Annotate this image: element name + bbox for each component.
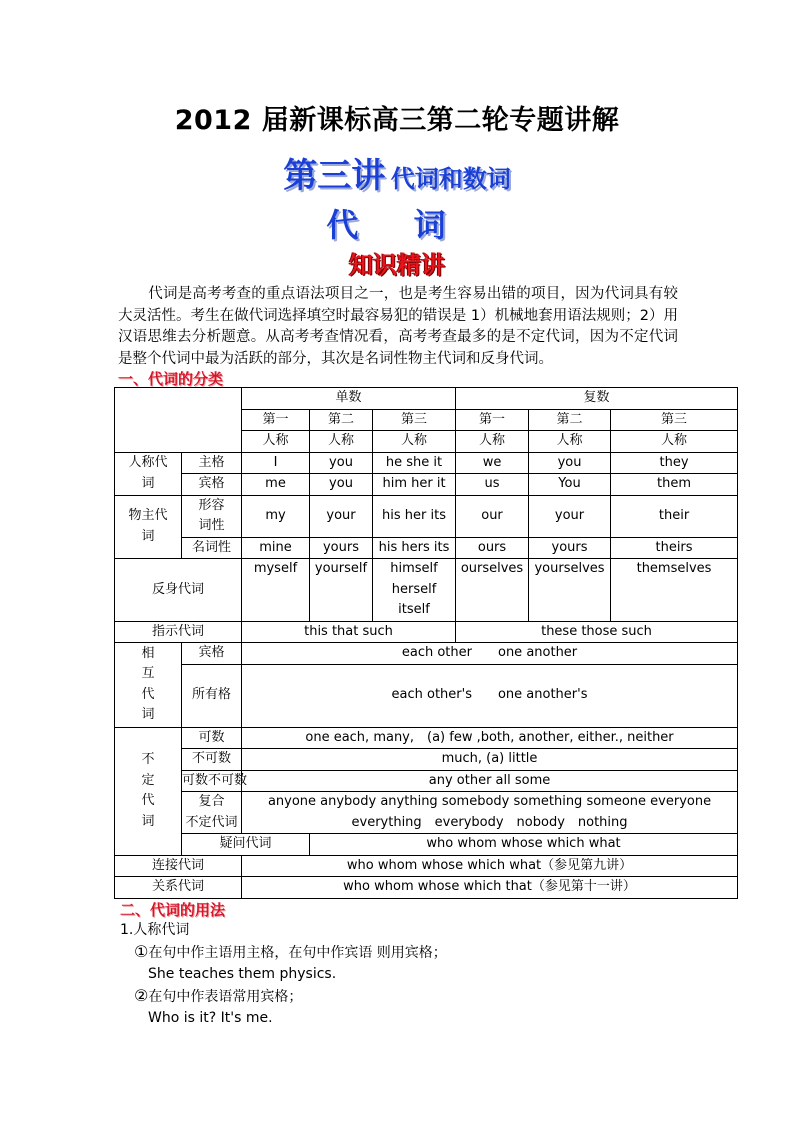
table-cell: their: [611, 495, 738, 537]
table-cell: our: [456, 495, 529, 537]
header-person1: 第一: [456, 409, 529, 431]
row-label-reciprocal: [115, 643, 182, 728]
label-line: 定: [141, 772, 155, 788]
table-cell: you: [529, 452, 611, 474]
table-row: [115, 474, 738, 496]
label-line: 形容: [198, 497, 225, 513]
table-cell: [242, 792, 738, 834]
table-row: [115, 452, 738, 474]
label-line: 代: [141, 686, 155, 702]
table-cell: myself: [242, 559, 310, 622]
row-label-object: 宾格: [182, 474, 242, 496]
table-cell: who whom whose which that（参见第十一讲）: [242, 877, 738, 899]
table-cell: theirs: [611, 537, 738, 559]
table-cell: your: [310, 495, 373, 537]
table-cell: us: [456, 474, 529, 496]
table-cell: each other one another: [242, 643, 738, 665]
header-person: 人称: [529, 431, 611, 453]
row-label-demonstrative: 指示代词: [115, 621, 242, 643]
number-marker: ②: [134, 986, 149, 1005]
lecture-subtitle: [0, 148, 794, 197]
label-line: 互: [141, 666, 155, 682]
row-label-compound: [182, 792, 242, 834]
row-label-possessive-case: 所有格: [182, 664, 242, 727]
table-cell: [373, 559, 456, 622]
row-label-indefinite: [115, 727, 182, 855]
label-line: 相: [141, 645, 155, 661]
row-label-relative: 关系代词: [115, 877, 242, 899]
table-row: [115, 664, 738, 727]
cell-line: itself: [398, 602, 430, 617]
table-row: [115, 495, 738, 537]
table-cell: ourselves: [456, 559, 529, 622]
label-line: 不定代词: [185, 814, 238, 830]
table-cell: themselves: [611, 559, 738, 622]
table-cell: much, (a) little: [242, 749, 738, 771]
table-cell: You: [529, 474, 611, 496]
rule-text: 在句中作主语用主格，在句中作宾语 则用宾格；: [148, 945, 447, 961]
row-label-conjunctive: 连接代词: [115, 855, 242, 877]
label-line: 词性: [198, 518, 225, 533]
table-row: [115, 834, 738, 856]
heading-usage: 二、代词的用法: [120, 901, 226, 919]
table-cell: they: [611, 452, 738, 474]
lecture-number: 第三讲: [283, 156, 386, 196]
table-cell: he she it: [373, 452, 456, 474]
row-label-noun: 名词性: [182, 537, 242, 559]
table-row: [115, 792, 738, 834]
header-person: 人称: [242, 431, 310, 453]
table-cell: my: [242, 495, 310, 537]
cell-line: anyone anybody anything somebody something someone everyone: [267, 794, 712, 809]
row-label-countable: 可数: [182, 727, 242, 749]
table-row: [115, 770, 738, 792]
table-cell: who whom whose which what: [310, 834, 738, 856]
table-cell: yours: [529, 537, 611, 559]
table-row: [115, 559, 738, 622]
table-cell: his her its: [373, 495, 456, 537]
row-label-adjective: [182, 495, 242, 537]
header-person: 人称: [373, 431, 456, 453]
header-person: 人称: [310, 431, 373, 453]
table-cell: mine: [242, 537, 310, 559]
row-label-personal: [115, 452, 182, 495]
table-cell: him her it: [373, 474, 456, 496]
cell-line: herself: [391, 581, 437, 597]
table-cell: yourselves: [529, 559, 611, 622]
row-label-possessive: [115, 495, 182, 559]
usage-section: [120, 920, 447, 1029]
header-person2: 第二: [310, 409, 373, 431]
lecture-topic: 代词和数词: [390, 165, 511, 193]
table-row: [115, 537, 738, 559]
header-person3: 第三: [611, 409, 738, 431]
rule-text: 在句中作表语常用宾格；: [148, 989, 303, 1005]
row-label-object: 宾格: [182, 643, 242, 665]
table-cell: me: [242, 474, 310, 496]
usage-rule: [120, 941, 447, 964]
table-cell: yourself: [310, 559, 373, 622]
label-line: 人称代: [128, 455, 168, 470]
table-cell: you: [310, 452, 373, 474]
usage-item-title: 1.人称代词: [120, 922, 190, 938]
table-row: [115, 749, 738, 771]
label-line: 物主代: [128, 508, 168, 524]
usage-example: She teaches them physics.: [148, 966, 337, 982]
row-label-interrogative: 疑问代词: [182, 834, 310, 856]
table-cell: you: [310, 474, 373, 496]
label-line: 词: [141, 813, 155, 829]
row-label-both: 可数不可数: [182, 770, 242, 792]
table-cell: any other all some: [242, 770, 738, 792]
document-title: 2012 届新课标高三第二轮专题讲解: [174, 105, 620, 136]
header-person3: 第三: [373, 409, 456, 431]
table-cell: ours: [456, 537, 529, 559]
table-cell: one each, many, (a) few ,both, another, either., neither: [242, 727, 738, 749]
table-cell: this that such: [242, 621, 456, 643]
table-cell: them: [611, 474, 738, 496]
header-singular: 单数: [242, 388, 456, 410]
label-line: 不: [141, 752, 155, 767]
table-cell: I: [242, 452, 310, 474]
label-line: 复合: [198, 794, 225, 809]
table-row: [115, 727, 738, 749]
table-row: [115, 621, 738, 643]
cell-line: himself: [390, 561, 438, 576]
table-cell: these those such: [456, 621, 738, 643]
usage-example: Who is it? It's me.: [148, 1010, 273, 1026]
header-person2: 第二: [529, 409, 611, 431]
section-title: 代 词: [326, 206, 468, 244]
header-person: 人称: [611, 431, 738, 453]
pronoun-classification-table: [114, 387, 738, 899]
label-line: 词: [141, 528, 155, 544]
row-label-subject: 主格: [182, 452, 242, 474]
header-person: 人称: [456, 431, 529, 453]
table-row: [115, 388, 738, 410]
table-row: [115, 643, 738, 665]
label-line: 词: [141, 707, 155, 723]
table-cell: your: [529, 495, 611, 537]
table-row: [115, 855, 738, 877]
intro-paragraph: [118, 284, 678, 370]
table-cell: each other's one another's: [242, 664, 738, 727]
table-cell: his hers its: [373, 537, 456, 559]
header-person1: 第一: [242, 409, 310, 431]
cell-line: everything everybody nobody nothing: [351, 814, 628, 830]
number-marker: ①: [134, 942, 149, 961]
header-plural: 复数: [456, 388, 738, 410]
usage-rule: [120, 985, 447, 1008]
table-cell: who whom whose which what（参见第九讲）: [242, 855, 738, 877]
label-line: 代: [141, 793, 155, 808]
table-cell: we: [456, 452, 529, 474]
knowledge-banner: 知识精讲: [349, 251, 445, 279]
table-row: [115, 877, 738, 899]
corner-cell: [115, 388, 242, 453]
table-cell: yours: [310, 537, 373, 559]
row-label-uncountable: 不可数: [182, 749, 242, 771]
intro-text: 代词是高考考查的重点语法项目之一，也是考生容易出错的项目，因为代词具有较大灵活性。考生在做代词选择填空时最容易犯的错误是 1）机械地套用语法规则；2）用汉语思维去分析题意。从高考考查情况看，高考考查最多的是不定代词，因为不定代词是整个代词中最为活跃的部分，其次是名词性物主代词和反身代词。: [118, 286, 678, 367]
label-line: 词: [141, 475, 155, 491]
heading-classification: 一、代词的分类: [118, 370, 224, 388]
row-label-reflexive: 反身代词: [115, 559, 242, 622]
